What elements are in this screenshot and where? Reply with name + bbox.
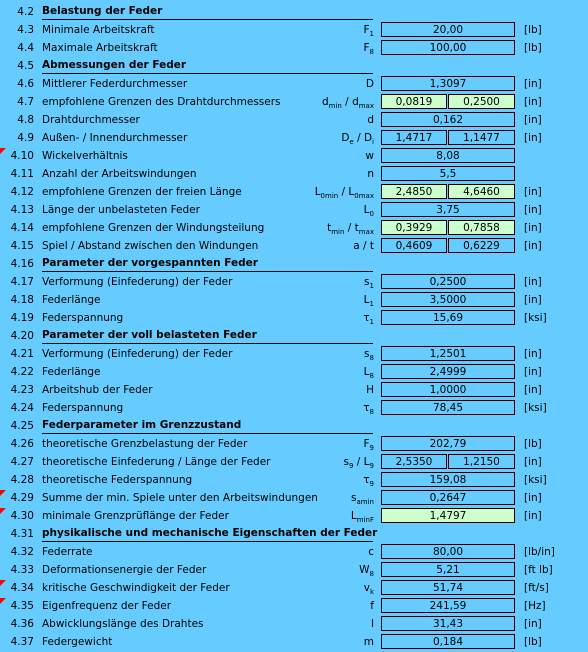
section-title: Abmessungen der Feder [42,59,187,71]
parameter-label: Eigenfrequenz der Feder [42,600,172,612]
section-header-row [0,328,588,346]
parameter-symbol [363,474,374,488]
parameter-symbol [363,42,374,56]
value-cell[interactable]: 78,45 [381,400,515,415]
parameter-row [0,508,588,526]
symbol-main: τ [363,402,370,414]
row-number: 4.23 [10,384,34,396]
symbol-main: s [351,492,357,504]
value-cell[interactable]: 31,43 [381,616,515,631]
symbol-subscript: k [369,588,374,597]
symbol-main: d [367,114,374,126]
parameter-row [0,238,588,256]
parameter-label: Länge der unbelasteten Feder [42,204,200,216]
value-cell[interactable]: 15,69 [381,310,515,325]
parameter-label: Federspannung [42,312,124,324]
value-cell[interactable]: 51,74 [381,580,515,595]
parameter-label: kritische Geschwindigkeit der Feder [42,582,230,594]
comment-indicator-icon[interactable] [0,508,6,514]
parameter-row [0,562,588,580]
parameter-label: Abwicklungslänge des Drahtes [42,618,204,630]
parameter-row [0,40,588,58]
parameter-symbol [351,510,374,524]
value-cell[interactable]: 1,4797 [381,508,515,523]
parameter-symbol [366,384,374,396]
symbol-main: D [365,78,374,90]
unit-label: [in] [524,240,542,252]
symbol-subscript: 0min [320,192,339,201]
parameter-row [0,112,588,130]
parameter-label: Federgewicht [42,636,113,648]
symbol-main: H [366,384,374,396]
symbol-separator: / [344,222,355,234]
parameter-row [0,310,588,328]
value-cell[interactable]: 1,3097 [381,76,515,91]
value-cell[interactable]: 0,2500 [381,274,515,289]
parameter-row [0,202,588,220]
value-cell-left[interactable]: 0,4609 [381,238,447,253]
parameter-symbol [364,348,374,362]
value-cell[interactable]: 1,0000 [381,382,515,397]
parameter-label: empfohlene Grenzen der freien Länge [42,186,242,198]
symbol-main: n [367,168,374,180]
row-number: 4.16 [10,258,34,270]
parameter-symbol [359,564,374,578]
parameter-label: Federspannung [42,402,124,414]
symbol-main: F [363,24,370,36]
symbol-main-2: d [352,96,359,108]
value-cell[interactable]: 20,00 [381,22,515,37]
unit-label: [in] [524,618,542,630]
value-cell-right[interactable]: 1,2150 [448,454,515,469]
parameter-symbol [370,600,374,612]
symbol-main: a / t [353,240,374,252]
unit-label: [in] [524,96,542,108]
symbol-main: F [363,438,370,450]
parameter-symbol [363,312,374,326]
row-number: 4.8 [17,114,34,126]
parameter-symbol [351,492,374,506]
symbol-main: l [371,618,374,630]
parameter-row [0,94,588,112]
parameter-row [0,472,588,490]
value-cell[interactable]: 5,5 [381,166,515,181]
parameter-row [0,616,588,634]
parameter-label: Verformung (Einfederung) der Feder [42,348,233,360]
symbol-subscript: 1 [369,318,374,327]
row-number: 4.27 [10,456,34,468]
parameter-row [0,544,588,562]
parameter-label: Summe der min. Spiele unter den Arbeitswindungen [42,492,318,504]
value-cell-left[interactable]: 0,3929 [381,220,447,235]
unit-label: [in] [524,348,542,360]
row-number: 4.26 [10,438,34,450]
parameter-symbol [364,294,374,308]
parameter-symbol [322,96,374,110]
parameter-label: theoretische Federspannung [42,474,193,486]
symbol-separator: / [341,96,353,108]
row-number: 4.12 [10,186,34,198]
unit-label: [lb] [524,24,542,36]
parameter-label: Federlänge [42,366,101,378]
section-underline [42,271,373,272]
row-number: 4.15 [10,240,34,252]
parameter-label: theoretische Grenzbelastung der Feder [42,438,248,450]
symbol-main-2: L [363,456,370,468]
symbol-main-2: D [363,132,373,144]
value-cell[interactable]: 0,162 [381,112,515,127]
comment-indicator-icon[interactable] [0,580,6,586]
symbol-subscript: 8 [369,570,374,579]
symbol-subscript: 9 [348,462,354,471]
row-number: 4.19 [10,312,34,324]
unit-label: [in] [524,276,542,288]
row-number: 4.30 [10,510,34,522]
section-title: Federparameter im Grenzzustand [42,419,242,431]
parameter-row [0,490,588,508]
parameter-symbol [327,222,374,236]
section-title: Parameter der vorgespannten Feder [42,257,258,269]
value-cell-left[interactable]: 0,0819 [381,94,447,109]
symbol-main: L [363,204,370,216]
unit-label: [Hz] [524,600,546,612]
row-number: 4.37 [10,636,34,648]
parameter-label: Verformung (Einfederung) der Feder [42,276,233,288]
parameter-symbol [363,24,374,38]
unit-label: [in] [524,186,542,198]
parameter-label: minimale Grenzprüflänge der Feder [42,510,229,522]
section-header-row [0,58,588,76]
parameter-row [0,382,588,400]
row-number: 4.32 [10,546,34,558]
symbol-subscript-2: 0max [354,192,374,201]
parameter-label: Wickelverhältnis [42,150,128,162]
symbol-subscript: min [331,228,345,237]
parameter-label: Arbeitshub der Feder [42,384,153,396]
symbol-main: s [343,456,349,468]
unit-label: [in] [524,78,542,90]
parameter-row [0,148,588,166]
parameter-label: theoretische Einfederung / Länge der Feder [42,456,271,468]
symbol-subscript: amin [356,498,374,507]
row-number: 4.11 [10,168,34,180]
symbol-main: s [364,348,370,360]
row-number: 4.34 [10,582,34,594]
parameter-row [0,166,588,184]
parameter-label: Außen- / Innendurchmesser [42,132,188,144]
symbol-main: W [359,564,370,576]
unit-label: [in] [524,510,542,522]
unit-label: [in] [524,114,542,126]
row-number: 4.31 [10,528,34,540]
symbol-main: τ [363,312,370,324]
value-cell-left[interactable]: 2,4850 [381,184,447,199]
symbol-subscript: 8 [369,372,374,381]
parameter-label: Spiel / Abstand zwischen den Windungen [42,240,259,252]
value-cell-right[interactable]: 0,7858 [448,220,515,235]
row-number: 4.14 [10,222,34,234]
parameter-symbol [363,402,374,416]
value-cell-right[interactable]: 0,6229 [448,238,515,253]
row-number: 4.28 [10,474,34,486]
parameter-row [0,130,588,148]
parameter-symbol [371,618,374,630]
section-underline [42,343,373,344]
value-cell-right[interactable]: 4,6460 [448,184,515,199]
parameter-label: Mittlerer Federdurchmesser [42,78,188,90]
parameter-symbol [364,276,374,290]
parameter-row [0,76,588,94]
symbol-subscript: e [349,138,354,147]
symbol-subscript: 8 [369,354,374,363]
unit-label: [in] [524,456,542,468]
row-number: 4.6 [17,78,34,90]
parameter-label: Federlänge [42,294,101,306]
value-cell[interactable]: 159,08 [381,472,515,487]
parameter-symbol [368,546,374,558]
row-number: 4.20 [10,330,34,342]
row-number: 4.9 [17,132,34,144]
symbol-subscript: 1 [369,30,374,39]
symbol-main: D [341,132,350,144]
symbol-main: L [363,366,370,378]
parameter-label: Maximale Arbeitskraft [42,42,158,54]
parameter-row [0,346,588,364]
value-cell-left[interactable]: 1,4717 [381,130,447,145]
parameter-label: empfohlene Grenzen des Drahtdurchmessers [42,96,281,108]
parameter-row [0,400,588,418]
symbol-subscript: minF [356,516,374,525]
symbol-separator: / [353,456,364,468]
unit-label: [in] [524,384,542,396]
value-cell[interactable]: 3,75 [381,202,515,217]
symbol-subscript: 1 [369,282,374,291]
unit-label: [lb/in] [524,546,555,558]
section-title: Belastung der Feder [42,5,163,17]
symbol-subscript-2: max [358,228,374,237]
section-header-row [0,256,588,274]
section-header-row [0,526,588,544]
parameter-symbol [363,438,374,452]
symbol-main: τ [363,474,370,486]
symbol-separator: / [338,186,349,198]
parameter-label: Drahtdurchmesser [42,114,140,126]
row-number: 4.4 [17,42,34,54]
symbol-subscript: 8 [369,48,374,57]
unit-label: [lb] [524,438,542,450]
row-number: 4.36 [10,618,34,630]
parameter-symbol [364,204,374,218]
symbol-main: d [321,96,329,108]
parameter-row [0,580,588,598]
section-header-row [0,4,588,22]
value-cell[interactable]: 5,21 [381,562,515,577]
section-header-row [0,418,588,436]
row-number: 4.22 [10,366,34,378]
value-cell[interactable]: 8,08 [381,148,515,163]
section-underline [42,73,373,74]
symbol-subscript: 9 [369,480,374,489]
row-number: 4.35 [10,600,34,612]
parameter-symbol [366,78,374,90]
value-cell[interactable]: 202,79 [381,436,515,451]
unit-label: [in] [524,222,542,234]
symbol-subscript: 0 [369,210,374,219]
symbol-subscript-2: 9 [369,462,374,471]
unit-label: [ft/s] [524,582,549,594]
row-number: 4.33 [10,564,34,576]
value-cell-right[interactable]: 1,1477 [448,130,515,145]
row-number: 4.13 [10,204,34,216]
symbol-subscript: 1 [369,300,374,309]
parameter-row [0,436,588,454]
row-number: 4.24 [10,402,34,414]
row-number: 4.29 [10,492,34,504]
parameter-symbol [315,186,374,200]
parameter-row [0,598,588,616]
parameter-symbol [341,132,374,146]
symbol-main-2: L [348,186,355,198]
symbol-main: L [363,294,370,306]
parameter-symbol [344,456,375,470]
parameter-row [0,634,588,652]
symbol-subscript: min [328,102,342,111]
row-number: 4.18 [10,294,34,306]
symbol-main: t [327,222,332,234]
row-number: 4.5 [17,60,34,72]
symbol-subscript: 8 [369,408,374,417]
parameter-label: Anzahl der Arbeitswindungen [42,168,197,180]
symbol-subscript-2: i [372,138,374,147]
unit-label: [lb] [524,636,542,648]
row-number: 4.7 [17,96,34,108]
section-title: Parameter der voll belasteten Feder [42,329,257,341]
comment-indicator-icon[interactable] [0,598,6,604]
symbol-main: f [370,600,374,612]
parameter-row [0,220,588,238]
symbol-main: L [314,186,321,198]
comment-indicator-icon[interactable] [0,148,6,154]
parameter-row [0,274,588,292]
value-cell[interactable]: 3,5000 [381,292,515,307]
value-cell[interactable]: 1,2501 [381,346,515,361]
symbol-main: v [363,582,370,594]
value-cell-right[interactable]: 0,2500 [448,94,515,109]
section-title: physikalische und mechanische Eigenschaften der Feder [42,527,378,539]
parameter-label: Deformationsenergie der Feder [42,564,207,576]
section-underline [42,19,373,20]
unit-label: [in] [524,132,542,144]
unit-label: [ksi] [524,474,547,486]
unit-label: [in] [524,204,542,216]
parameter-row [0,184,588,202]
value-cell[interactable]: 80,00 [381,544,515,559]
section-underline [42,541,373,542]
row-number: 4.2 [17,6,34,18]
row-number: 4.10 [10,150,34,162]
row-number: 4.17 [10,276,34,288]
parameter-symbol [365,150,374,162]
value-cell[interactable]: 0,184 [381,634,515,649]
unit-label: [ft lb] [524,564,553,576]
unit-label: [ksi] [524,312,547,324]
parameter-row [0,22,588,40]
unit-label: [in] [524,492,542,504]
parameter-symbol [353,240,374,252]
parameter-label: empfohlene Grenzen der Windungsteilung [42,222,265,234]
comment-indicator-icon[interactable] [0,490,6,496]
value-cell[interactable]: 2,4999 [381,364,515,379]
parameter-symbol [367,168,374,180]
value-cell[interactable]: 241,59 [381,598,515,613]
unit-label: [ksi] [524,402,547,414]
parameter-label: Federrate [42,546,93,558]
symbol-main: m [363,636,374,648]
section-underline [42,433,373,434]
unit-label: [in] [524,366,542,378]
parameter-label: Minimale Arbeitskraft [42,24,155,36]
row-number: 4.3 [17,24,34,36]
value-cell-left[interactable]: 2,5350 [381,454,447,469]
unit-label: [in] [524,294,542,306]
symbol-main: w [365,150,374,162]
symbol-main: F [363,42,370,54]
parameter-symbol [367,114,374,126]
row-number: 4.25 [10,420,34,432]
row-number: 4.21 [10,348,34,360]
value-cell[interactable]: 100,00 [381,40,515,55]
parameter-row [0,364,588,382]
unit-label: [lb] [524,42,542,54]
parameter-row [0,292,588,310]
parameter-row [0,454,588,472]
parameter-symbol [364,636,374,648]
symbol-separator: / [353,132,364,144]
symbol-subscript-2: max [358,102,374,111]
symbol-subscript: 9 [369,444,374,453]
parameter-symbol [364,582,374,596]
symbol-main-2: t [354,222,359,234]
symbol-main: c [368,546,374,558]
value-cell[interactable]: 0,2647 [381,490,515,505]
symbol-main: L [350,510,357,522]
parameter-symbol [364,366,374,380]
symbol-main: s [364,276,370,288]
